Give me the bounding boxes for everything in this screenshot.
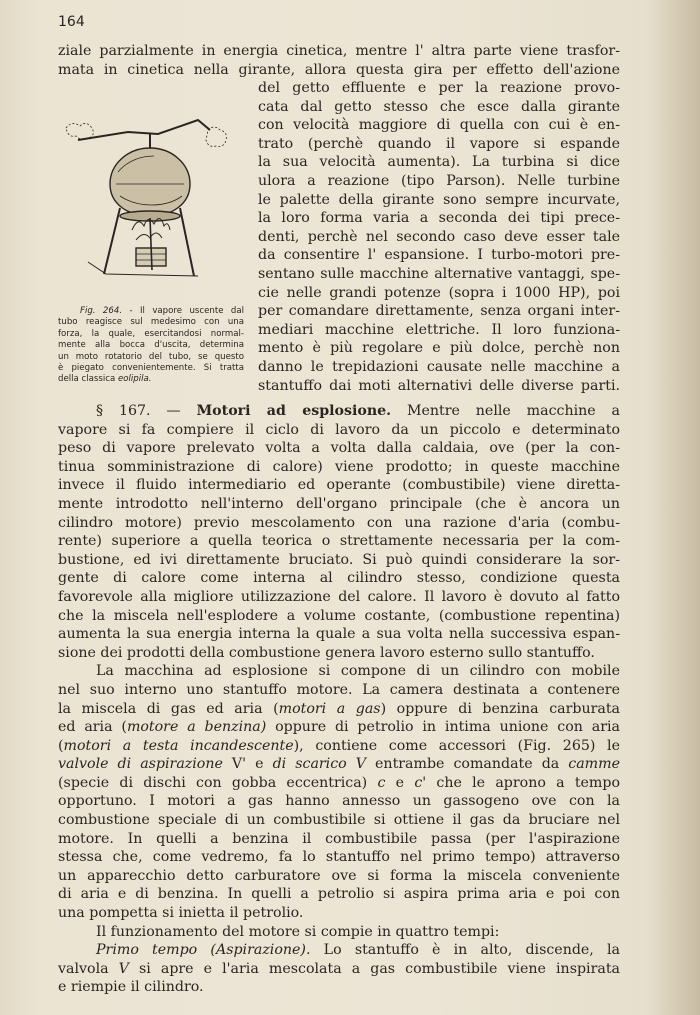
text-line: stessa che, come vedremo, fa lo stantuffo nel primo tempo) attraverso — [58, 849, 620, 866]
caption-text: della classica — [58, 374, 118, 385]
page-number: 164 — [58, 14, 85, 30]
text-line — [58, 737, 620, 756]
italic-term: motore a benzina) — [126, 719, 267, 736]
caption-line: è piegato convenientemente. Si tratta — [58, 363, 244, 374]
caption-line: mente alla bocca d'uscita, determina — [58, 340, 244, 351]
text-line: sione dei prodotti della combustione genera lavoro esterno sullo stantuffo. — [58, 644, 595, 661]
text-line: la sua velocità aumenta). La turbina si dice — [258, 154, 620, 171]
text-run: valvola — [58, 960, 119, 977]
caption-line: forza, la quale, esercitandosi normal- — [58, 328, 244, 339]
text-line: del getto effluente e per la reazione provo- — [258, 80, 620, 96]
intro-paragraph — [58, 42, 620, 79]
caption-line: un moto rotatorio del tubo, se questo — [58, 351, 244, 362]
text-line: invece il fluido intermediario ed operante (combustibile) viene diretta- — [58, 477, 620, 494]
text-line: mente introdotto nell'interno dell'organo principale (che è ancora un — [58, 495, 620, 512]
italic-term: di scarico V — [272, 756, 366, 773]
italic-term: c' — [414, 774, 427, 791]
italic-term: Primo tempo (Aspirazione). — [96, 942, 311, 959]
italic-term: V — [118, 960, 129, 977]
text-line: mento è più regolare e più dolce, perchè non — [258, 340, 620, 357]
text-run: entrambe comandate da — [366, 756, 569, 773]
italic-term: camme — [568, 756, 620, 773]
text-line — [58, 774, 620, 793]
text-run: ( — [58, 737, 64, 754]
figure-label: Fig. 264. — [80, 306, 123, 316]
main-body-text — [58, 402, 620, 997]
section-title: Motori ad esplosione. — [196, 403, 392, 419]
text-line: motore. In quelli a benzina il combustibile passa (per l'aspirazione — [58, 830, 620, 847]
text-line: gente di calore come interna al cilindro stesso, condizione questa — [58, 570, 620, 587]
text-run: ), contiene come accessori (Fig. 265) le — [293, 737, 620, 754]
caption-line: tubo reagisce sul medesimo con una — [58, 317, 244, 328]
figure-caption — [58, 306, 244, 386]
text-line: un apparecchio detto carburatore ove si forma la miscela conveniente — [58, 867, 620, 884]
text-line: da consentire l' espansione. I turbo-motori pre- — [258, 247, 620, 264]
text-line: sentano sulle macchine alternative vantaggi, spe- — [258, 265, 620, 282]
text-line: la loro forma varia a seconda dei tipi prece- — [258, 210, 620, 227]
text-line: di aria e di benzina. In quelli a petrolio si aspira prima aria e poi con — [58, 886, 620, 903]
right-column-text — [258, 79, 620, 395]
text-line: mata in cinetica nella girante, allora questa gira per effetto dell'azione — [58, 61, 620, 78]
text-line: opportuno. I motori a gas hanno annesso un gassogeno ove con la — [58, 793, 620, 810]
text-line: che la miscela nell'esplodere a volume costante, (combustione repentina) — [58, 607, 620, 624]
text-line: bustione, ed ivi direttamente bruciato. Si può quindi considerare la sor- — [58, 551, 620, 568]
text-line: Il funzionamento del motore si compie in quattro tempi: — [96, 923, 500, 940]
text-line: nel suo interno uno stantuffo motore. La camera destinata a contenere — [58, 681, 620, 698]
text-line: con velocità maggiore di quella con cui è en- — [258, 117, 620, 134]
text-line: cie nelle grandi potenze (sopra i 1000 HP), poi — [258, 284, 620, 301]
caption-term: eolipila. — [117, 374, 152, 385]
text-line: per comandare direttamente, senza organi inter- — [258, 303, 620, 320]
italic-term: motori a testa incandescente — [63, 737, 294, 754]
text-run: oppure di petrolio in intima unione con aria — [266, 719, 620, 736]
text-line: stantuffo dai moti alternativi delle diverse parti. — [258, 377, 620, 394]
text-line: ulora a reazione (tipo Parson). Nelle turbine — [258, 172, 620, 189]
italic-term: motori a gas — [278, 700, 381, 717]
text-line: cilindro motore) previo mescolamento con una razione d'aria (combu- — [58, 514, 620, 531]
text-line — [58, 960, 620, 979]
text-line — [58, 941, 620, 960]
caption-line — [58, 306, 244, 317]
text-line: trato (perchè quando il vapore si espande — [258, 135, 620, 152]
text-line: tinua somministrazione di calore) viene prodotto; in queste macchine — [58, 458, 620, 475]
text-run: ) oppure di benzina carburata — [380, 700, 620, 717]
text-line: una pompetta si inietta il petrolio. — [58, 905, 304, 922]
text-line: ziale parzialmente in energia cinetica, mentre l' altra parte viene trasfor- — [58, 43, 620, 59]
text-line — [58, 700, 620, 719]
text-run: si apre e l'aria mescolata a gas combustibile viene inspirata — [128, 960, 620, 977]
eolipile-illustration — [58, 112, 248, 292]
text-line: aumenta la sua energia interna la quale a sua volta nella successiva espan- — [58, 626, 620, 643]
caption-text: - Il vapore uscente dal — [122, 306, 245, 316]
text-line: La macchina ad esplosione si compone di un cilindro con mobile — [96, 663, 620, 680]
text-run: Lo stantuffo è in alto, discende, la — [310, 942, 621, 959]
text-run: e — [385, 774, 415, 791]
text-line: le palette della girante sono sempre incurvate, — [258, 191, 620, 208]
text-line: e riempie il cilindro. — [58, 979, 204, 996]
page-edge-shadow — [652, 0, 700, 1015]
text-line: rente) superiore a quella teorica o strettamente necessaria per la com- — [58, 533, 620, 550]
text-line: combustione speciale di un combustibile si ottiene il gas da bruciare nel — [58, 812, 620, 829]
section-number: § 167. — — [96, 403, 197, 419]
italic-term: c — [377, 774, 386, 791]
text-run: ed aria ( — [58, 719, 127, 736]
text-line: danno le trepidazioni causate nelle macchine a — [258, 358, 620, 375]
text-run: che le aprono a tempo — [426, 774, 620, 791]
text-line: peso di vapore prelevato volta a volta dalla caldaia, ove (per la con- — [58, 440, 620, 457]
text-line: vapore si fa compiere il ciclo di lavoro da un piccolo e determinato — [58, 421, 620, 438]
caption-line — [58, 374, 244, 385]
italic-term: valvole di aspirazione — [58, 756, 223, 773]
text-line: mediari macchine elettriche. Il loro funziona- — [258, 321, 620, 338]
section-line-rest: Mentre nelle macchine a — [391, 403, 620, 419]
text-line: favorevole alla migliore utilizzazione del calore. Il lavoro è dovuto al fatto — [58, 588, 620, 605]
text-line — [58, 718, 620, 737]
text-run: (specie di dischi con gobba eccentrica) — [58, 774, 378, 791]
section-heading-line — [58, 402, 620, 421]
text-line — [58, 755, 620, 774]
text-run: la miscela di gas ed aria ( — [58, 700, 279, 717]
text-run: V' e — [222, 756, 273, 773]
text-line: denti, perchè nel secondo caso deve esser tale — [258, 228, 620, 245]
text-line: cata dal getto stesso che esce dalla girante — [258, 98, 620, 115]
